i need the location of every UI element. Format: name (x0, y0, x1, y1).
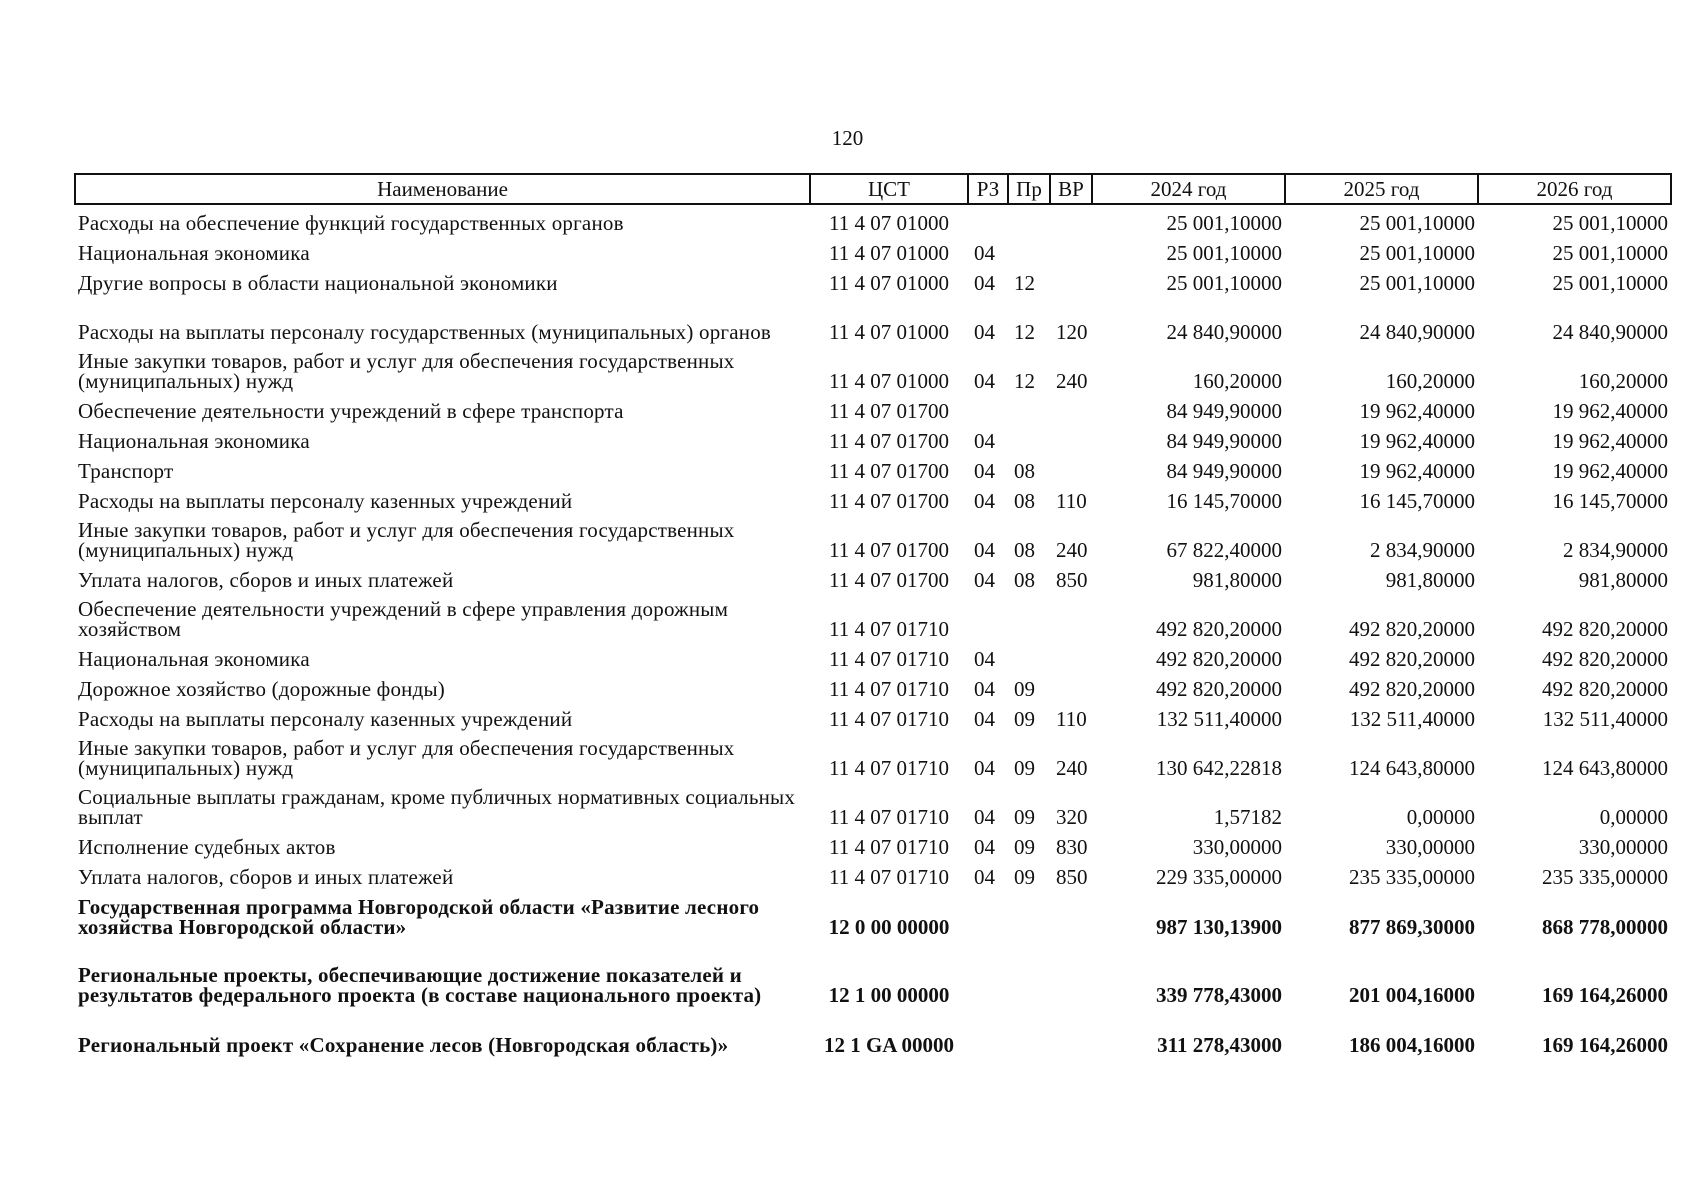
cell-2025: 25 001,10000 (1359, 271, 1475, 295)
cell-vr: 110 (1056, 707, 1087, 731)
cell-2024: 84 949,90000 (1166, 429, 1282, 453)
table-row (75, 422, 1671, 452)
cell-2025: 124 643,80000 (1349, 756, 1475, 780)
cell-2024: 229 335,00000 (1156, 865, 1282, 889)
table-row (75, 294, 1671, 343)
table-row (75, 730, 1671, 779)
cell-2024: 130 642,22818 (1156, 756, 1282, 780)
cell-rz: 04 (974, 805, 995, 829)
cell-cst: 11 4 07 01700 (829, 538, 949, 562)
cell-name: Социальные выплаты гражданам, кроме публичных нормативных социальных выплат (78, 785, 796, 829)
table-row (75, 264, 1671, 294)
cell-name: Обеспечение деятельности учреждений в сфере управления дорожным хозяйством (78, 597, 729, 641)
cell-rz: 04 (974, 647, 995, 671)
cell-rz: 04 (974, 369, 995, 393)
cell-name: Дорожное хозяйство (дорожные фонды) (78, 677, 446, 701)
cell-rz: 04 (974, 320, 995, 344)
cell-2026: 25 001,10000 (1552, 211, 1668, 235)
table-row (75, 1006, 1671, 1056)
cell-cst: 11 4 07 01710 (829, 865, 949, 889)
cell-pr (1008, 888, 1050, 938)
cell-rz: 04 (974, 865, 995, 889)
cell-name: Другие вопросы в области национальной экономики (78, 271, 558, 295)
cell-2024: 25 001,10000 (1166, 211, 1282, 235)
cell-cst: 11 4 07 01710 (829, 707, 949, 731)
cell-2024: 492 820,20000 (1156, 647, 1282, 671)
cell-rz: 04 (974, 271, 995, 295)
cell-name: Иные закупки товаров, работ и услуг для обеспечения государственных (муниципальных) нужд (78, 518, 735, 562)
table-row (75, 828, 1671, 858)
header-name: Наименование (75, 174, 810, 204)
cell-rz: 04 (974, 707, 995, 731)
table-row (75, 392, 1671, 422)
cell-name: Обеспечение деятельности учреждений в сфере транспорта (78, 399, 624, 423)
cell-vr (1050, 422, 1092, 452)
cell-pr: 12 (1014, 271, 1035, 295)
cell-2025: 19 962,40000 (1359, 459, 1475, 483)
cell-name: Иные закупки товаров, работ и услуг для обеспечения государственных (муниципальных) нужд (78, 349, 735, 393)
cell-2026: 492 820,20000 (1542, 677, 1668, 701)
cell-2026: 19 962,40000 (1552, 399, 1668, 423)
cell-2026: 160,20000 (1578, 369, 1668, 393)
cell-2026: 981,80000 (1578, 568, 1668, 592)
cell-2026: 19 962,40000 (1552, 459, 1668, 483)
cell-name: Уплата налогов, сборов и иных платежей (78, 568, 454, 592)
table-row (75, 779, 1671, 828)
cell-rz (968, 591, 1008, 640)
cell-name: Иные закупки товаров, работ и услуг для обеспечения государственных (муниципальных) нужд (78, 736, 735, 780)
cell-vr: 830 (1056, 835, 1088, 859)
cell-pr (1008, 392, 1050, 422)
cell-2024: 24 840,90000 (1166, 320, 1282, 344)
cell-cst: 11 4 07 01000 (829, 211, 949, 235)
cell-2024: 492 820,20000 (1156, 617, 1282, 641)
cell-2026: 24 840,90000 (1552, 320, 1668, 344)
cell-name: Расходы на обеспечение функций государственных органов (78, 211, 624, 235)
cell-2025: 330,00000 (1385, 835, 1475, 859)
cell-cst: 11 4 07 01710 (829, 617, 949, 641)
table-row (75, 204, 1671, 234)
cell-2025: 492 820,20000 (1349, 647, 1475, 671)
table-row (75, 700, 1671, 730)
cell-2025: 160,20000 (1385, 369, 1475, 393)
cell-2025: 2 834,90000 (1370, 538, 1475, 562)
cell-pr (1008, 591, 1050, 640)
cell-pr: 08 (1014, 489, 1035, 513)
cell-2025: 877 869,30000 (1349, 915, 1475, 939)
cell-2026: 124 643,80000 (1542, 756, 1668, 780)
cell-cst: 11 4 07 01710 (829, 805, 949, 829)
page-number: 120 (831, 126, 864, 150)
cell-pr: 09 (1014, 707, 1035, 731)
table-row (75, 561, 1671, 591)
cell-2024: 25 001,10000 (1166, 241, 1282, 265)
cell-2025: 132 511,40000 (1349, 707, 1475, 731)
cell-vr (1050, 234, 1092, 264)
header-cst: ЦСТ (810, 174, 968, 204)
header-2026: 2026 год (1478, 174, 1671, 204)
cell-vr (1050, 670, 1092, 700)
table-row (75, 640, 1671, 670)
cell-vr (1050, 1006, 1092, 1056)
header-rz: РЗ (968, 174, 1008, 204)
cell-2025: 19 962,40000 (1359, 429, 1475, 453)
cell-rz (968, 888, 1008, 938)
cell-2024: 160,20000 (1192, 369, 1282, 393)
cell-pr: 12 (1014, 320, 1035, 344)
cell-2026: 235 335,00000 (1542, 865, 1668, 889)
cell-2024: 330,00000 (1192, 835, 1282, 859)
cell-name: Уплата налогов, сборов и иных платежей (78, 865, 454, 889)
cell-2026: 868 778,00000 (1542, 915, 1668, 939)
cell-2025: 19 962,40000 (1359, 399, 1475, 423)
cell-name: Национальная экономика (78, 429, 310, 453)
cell-pr: 09 (1014, 805, 1035, 829)
cell-2025: 235 335,00000 (1349, 865, 1475, 889)
cell-2024: 16 145,70000 (1166, 489, 1282, 513)
cell-cst: 11 4 07 01000 (829, 320, 949, 344)
cell-rz: 04 (974, 429, 995, 453)
cell-2025: 981,80000 (1385, 568, 1475, 592)
cell-cst: 11 4 07 01700 (829, 568, 949, 592)
cell-vr (1050, 392, 1092, 422)
cell-2024: 981,80000 (1192, 568, 1282, 592)
cell-pr: 08 (1014, 568, 1035, 592)
cell-cst: 11 4 07 01700 (829, 429, 949, 453)
cell-vr (1050, 204, 1092, 234)
cell-cst: 11 4 07 01700 (829, 399, 949, 423)
cell-rz (968, 938, 1008, 1006)
cell-vr (1050, 938, 1092, 1006)
cell-name: Исполнение судебных актов (78, 835, 336, 859)
cell-pr (1008, 938, 1050, 1006)
header-2024: 2024 год (1092, 174, 1285, 204)
cell-vr: 120 (1056, 320, 1088, 344)
cell-vr (1050, 888, 1092, 938)
table-row (75, 343, 1671, 392)
cell-2026: 169 164,26000 (1542, 1033, 1668, 1057)
cell-vr: 850 (1056, 568, 1088, 592)
cell-2026: 2 834,90000 (1563, 538, 1668, 562)
cell-pr (1008, 1006, 1050, 1056)
budget-table (74, 173, 1672, 1056)
cell-rz: 04 (974, 489, 995, 513)
table-row (75, 858, 1671, 888)
cell-vr (1050, 264, 1092, 294)
cell-cst: 12 0 00 00000 (828, 915, 950, 939)
cell-name: Национальная экономика (78, 647, 310, 671)
cell-2024: 84 949,90000 (1166, 459, 1282, 483)
cell-2025: 24 840,90000 (1359, 320, 1475, 344)
cell-name: Государственная программа Новгородской области «Развитие лесного хозяйства Новгородской области» (78, 895, 760, 939)
cell-2026: 25 001,10000 (1552, 241, 1668, 265)
cell-2024: 67 822,40000 (1166, 538, 1282, 562)
table-row (75, 938, 1671, 1006)
cell-pr (1008, 204, 1050, 234)
cell-name: Транспорт (78, 459, 174, 483)
cell-2026: 16 145,70000 (1552, 489, 1668, 513)
cell-name: Региональный проект «Сохранение лесов (Новгородская область)» (78, 1033, 729, 1057)
cell-rz (968, 204, 1008, 234)
header-pr: Пр (1008, 174, 1050, 204)
cell-2025: 492 820,20000 (1349, 677, 1475, 701)
table-row (75, 482, 1671, 512)
cell-2026: 19 962,40000 (1552, 429, 1668, 453)
cell-2024: 492 820,20000 (1156, 677, 1282, 701)
cell-pr (1008, 234, 1050, 264)
cell-vr (1050, 640, 1092, 670)
cell-2024: 311 278,43000 (1157, 1033, 1282, 1057)
cell-vr: 850 (1056, 865, 1088, 889)
cell-rz: 04 (974, 756, 995, 780)
cell-cst: 11 4 07 01710 (829, 647, 949, 671)
cell-vr: 320 (1056, 805, 1088, 829)
cell-pr: 08 (1014, 459, 1035, 483)
table-row (75, 670, 1671, 700)
cell-rz: 04 (974, 241, 995, 265)
cell-2024: 25 001,10000 (1166, 271, 1282, 295)
cell-2025: 186 004,16000 (1349, 1033, 1475, 1057)
cell-2024: 339 778,43000 (1156, 983, 1282, 1007)
cell-2026: 169 164,26000 (1542, 983, 1668, 1007)
cell-vr (1050, 452, 1092, 482)
cell-rz: 04 (974, 677, 995, 701)
cell-cst: 11 4 07 01710 (829, 756, 949, 780)
table-row (75, 888, 1671, 938)
cell-cst: 12 1 00 00000 (828, 983, 950, 1007)
cell-name: Расходы на выплаты персоналу казенных учреждений (78, 707, 573, 731)
cell-name: Национальная экономика (78, 241, 310, 265)
cell-2025: 201 004,16000 (1349, 983, 1475, 1007)
cell-cst: 11 4 07 01000 (829, 241, 949, 265)
cell-cst: 11 4 07 01700 (829, 489, 949, 513)
cell-pr: 12 (1014, 369, 1035, 393)
cell-2026: 330,00000 (1578, 835, 1668, 859)
cell-pr: 09 (1014, 677, 1035, 701)
cell-2025: 25 001,10000 (1359, 211, 1475, 235)
cell-2025: 25 001,10000 (1359, 241, 1475, 265)
cell-2025: 16 145,70000 (1359, 489, 1475, 513)
cell-vr: 110 (1056, 489, 1087, 513)
cell-2026: 132 511,40000 (1542, 707, 1668, 731)
cell-2025: 0,00000 (1406, 805, 1475, 829)
cell-vr: 240 (1056, 756, 1088, 780)
cell-vr: 240 (1056, 369, 1088, 393)
cell-rz: 04 (974, 459, 995, 483)
header-vr: ВР (1050, 174, 1092, 204)
table-row (75, 234, 1671, 264)
cell-cst: 11 4 07 01710 (829, 835, 949, 859)
cell-name: Расходы на выплаты персоналу государственных (муниципальных) органов (78, 320, 772, 344)
table-row (75, 452, 1671, 482)
cell-pr (1008, 640, 1050, 670)
cell-2025: 492 820,20000 (1349, 617, 1475, 641)
cell-name: Региональные проекты, обеспечивающие достижение показателей и результатов федерального проекта (в составе национального проекта) (78, 963, 762, 1007)
cell-cst: 12 1 GA 00000 (823, 1033, 955, 1057)
table-header-row (75, 174, 1671, 204)
cell-2024: 132 511,40000 (1156, 707, 1282, 731)
cell-2024: 987 130,13900 (1156, 915, 1282, 939)
cell-rz (968, 392, 1008, 422)
cell-vr (1050, 591, 1092, 640)
cell-2026: 25 001,10000 (1552, 271, 1668, 295)
cell-2024: 1,57182 (1213, 805, 1282, 829)
cell-vr: 240 (1056, 538, 1088, 562)
cell-cst: 11 4 07 01700 (829, 459, 949, 483)
cell-cst: 11 4 07 01000 (829, 271, 949, 295)
cell-2024: 84 949,90000 (1166, 399, 1282, 423)
cell-name: Расходы на выплаты персоналу казенных учреждений (78, 489, 573, 513)
cell-pr (1008, 422, 1050, 452)
cell-pr: 08 (1014, 538, 1035, 562)
cell-pr: 09 (1014, 865, 1035, 889)
cell-rz: 04 (974, 835, 995, 859)
cell-rz: 04 (974, 538, 995, 562)
cell-pr: 09 (1014, 756, 1035, 780)
cell-cst: 11 4 07 01000 (829, 369, 949, 393)
cell-2026: 0,00000 (1599, 805, 1668, 829)
cell-2026: 492 820,20000 (1542, 617, 1668, 641)
cell-rz: 04 (974, 568, 995, 592)
header-2025: 2025 год (1285, 174, 1478, 204)
cell-2026: 492 820,20000 (1542, 647, 1668, 671)
cell-pr: 09 (1014, 835, 1035, 859)
table-row (75, 512, 1671, 561)
table-row (75, 591, 1671, 640)
cell-rz (968, 1006, 1008, 1056)
cell-cst: 11 4 07 01710 (829, 677, 949, 701)
